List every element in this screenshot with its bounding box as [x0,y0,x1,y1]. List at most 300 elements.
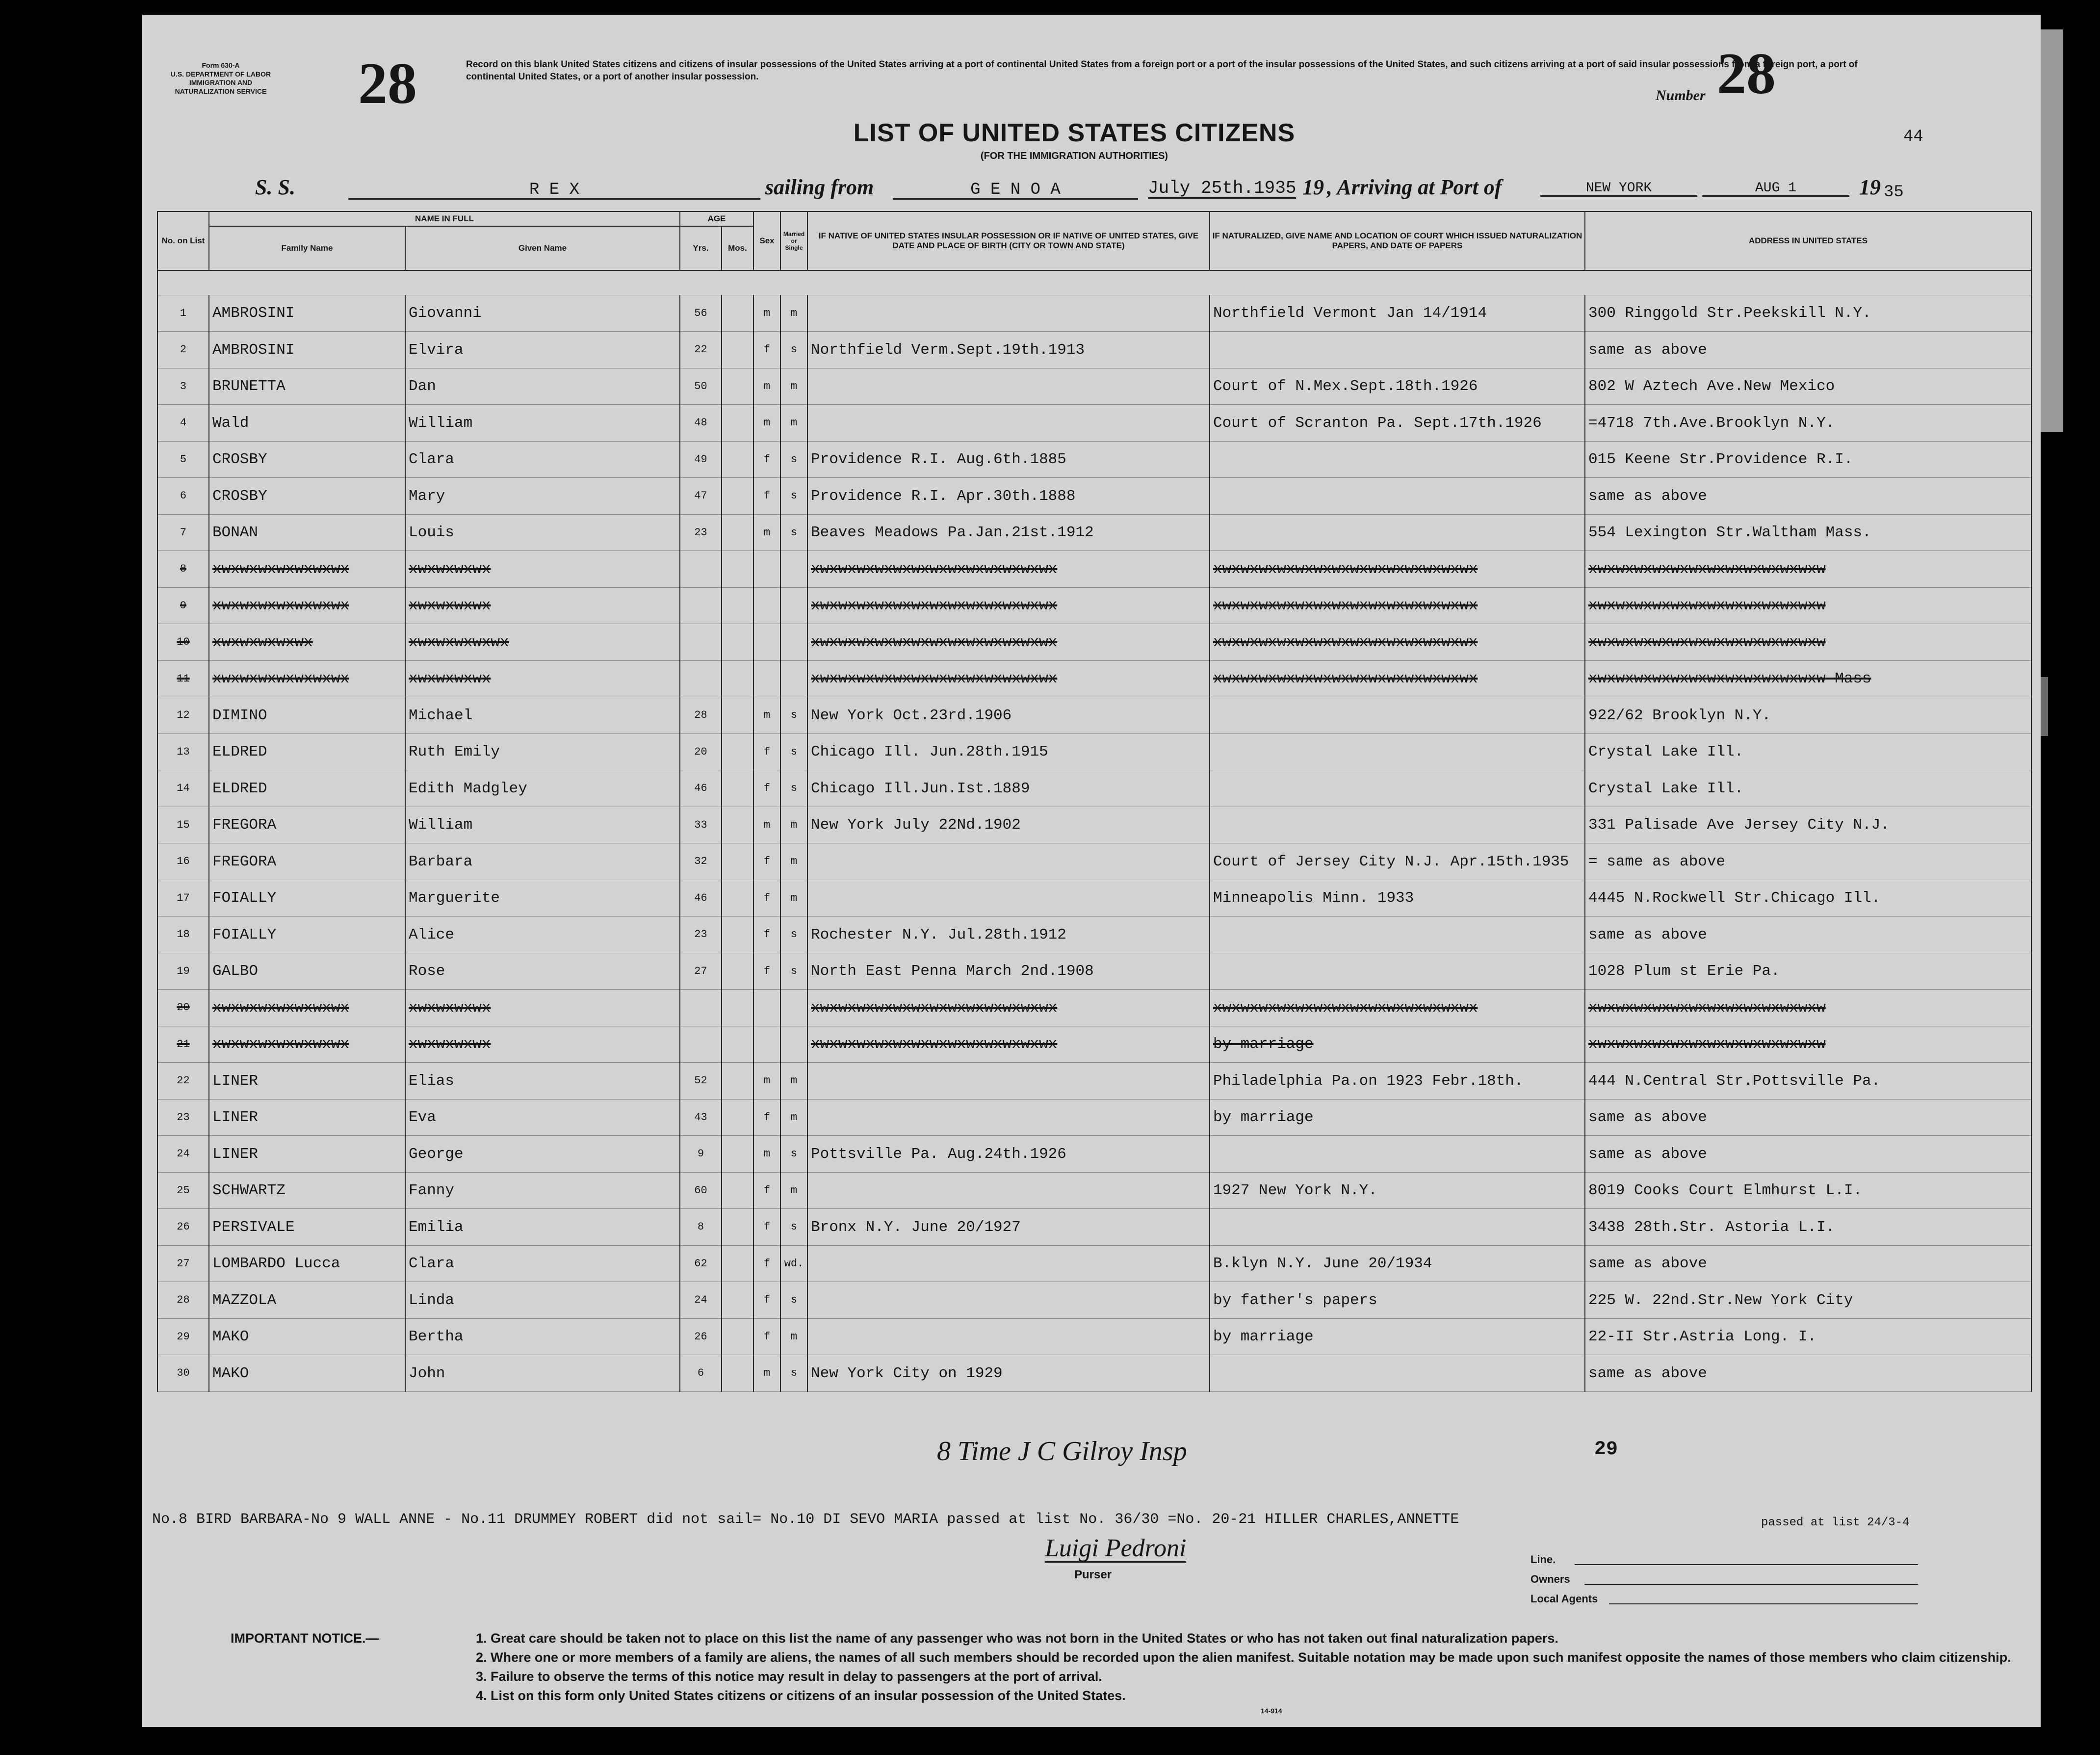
naturalization-info: Court of Scranton Pa. Sept.17th.1926 [1210,405,1585,442]
naturalization-info: Philadelphia Pa.on 1923 Febr.18th. [1210,1063,1585,1100]
purser-signature: Luigi Pedroni [1045,1534,1187,1562]
col-given-name: Given Name [405,226,680,270]
birth-place-date: xwxwxwxwxwxwxwxwxwxwxwxwxwx [807,990,1210,1026]
naturalization-info: B.klyn N.Y. June 20/1934 [1210,1245,1585,1282]
row-number: 12 [157,697,209,734]
sex: m [753,1355,780,1392]
naturalization-info: xwxwxwxwxwxwxwxwxwxwxwxwxwxwx [1210,624,1585,661]
naturalization-info: xwxwxwxwxwxwxwxwxwxwxwxwxwxwx [1210,660,1585,697]
us-address: same as above [1585,1136,2031,1173]
table-row [157,368,2031,405]
table-row [157,917,2031,953]
birth-place-date [807,368,1210,405]
age-years: 46 [680,880,722,917]
us-address: 331 Palisade Ave Jersey City N.J. [1585,807,2031,843]
naturalization-info [1210,1209,1585,1246]
age-months [722,1355,753,1392]
family-name: xwxwxwxwxwx [209,624,405,661]
us-address: xwxwxwxwxwxwxwxwxwxwxwxwxw [1585,587,2031,624]
table-row [157,624,2031,661]
given-name: Alice [405,917,680,953]
table-row [157,295,2031,332]
col-name-in-full: NAME IN FULL [209,211,680,226]
notice-heading: IMPORTANT NOTICE.— [231,1631,379,1646]
age-years: 62 [680,1245,722,1282]
given-name: xwxwxwxwx [405,587,680,624]
arriving-label: , Arriving at Port of [1327,175,1502,199]
age-months [722,551,753,588]
given-name: xwxwxwxwx [405,551,680,588]
marital-status [780,660,807,697]
given-name: Bertha [405,1318,680,1355]
age-years [680,660,722,697]
age-months [722,441,753,478]
age-years: 43 [680,1099,722,1136]
family-name: AMBROSINI [209,295,405,332]
given-name: Clara [405,441,680,478]
birth-place-date: New York Oct.23rd.1906 [807,697,1210,734]
us-address: =4718 7th.Ave.Brooklyn N.Y. [1585,405,2031,442]
form-info-line: U.S. DEPARTMENT OF LABOR [170,70,271,78]
sex: f [753,770,780,807]
family-name: ELDRED [209,770,405,807]
age-months [722,733,753,770]
us-address: same as above [1585,1355,2031,1392]
birth-place-date: North East Penna March 2nd.1908 [807,953,1210,990]
sex: m [753,405,780,442]
marital-status: m [780,1099,807,1136]
us-address: 015 Keene Str.Providence R.I. [1585,441,2031,478]
marital-status: m [780,807,807,843]
marital-status: s [780,1282,807,1319]
family-name: CROSBY [209,441,405,478]
family-name: BRUNETTA [209,368,405,405]
family-name: xwxwxwxwxwxwxwx [209,551,405,588]
given-name: William [405,807,680,843]
birth-place-date [807,1282,1210,1319]
table-row [157,1282,2031,1319]
birth-place-date: New York July 22Nd.1902 [807,807,1210,843]
col-mos: Mos. [722,226,753,270]
marital-status: s [780,770,807,807]
us-address: same as above [1585,1245,2031,1282]
us-address: 8019 Cooks Court Elmhurst L.I. [1585,1172,2031,1209]
marital-status [780,587,807,624]
table-row [157,551,2031,588]
given-name: Barbara [405,843,680,880]
naturalization-info [1210,478,1585,515]
age-years [680,990,722,1026]
age-months [722,368,753,405]
col-naturalized: IF NATURALIZED, GIVE NAME AND LOCATION OF COURT WHICH ISSUED NATURALIZATION PAPERS, AND DATE OF PAPERS [1210,211,1585,270]
naturalization-info: by marriage [1210,1318,1585,1355]
birth-place-date [807,1063,1210,1100]
owners-label: Owners [1530,1573,1570,1585]
us-address: xwxwxwxwxwxwxwxwxwxwxwxwxw [1585,551,2031,588]
form-info-line: NATURALIZATION SERVICE [175,87,267,95]
birth-place-date: Pottsville Pa. Aug.24th.1926 [807,1136,1210,1173]
table-row [157,441,2031,478]
given-name: Edith Madgley [405,770,680,807]
table-row [157,697,2031,734]
us-address: 802 W Aztech Ave.New Mexico [1585,368,2031,405]
marital-status: s [780,1136,807,1173]
us-address: xwxwxwxwxwxwxwxwxwxwxwxwxw [1585,624,2031,661]
marital-status [780,990,807,1026]
row-number: 18 [157,917,209,953]
sex: f [753,1172,780,1209]
row-number: 1 [157,295,209,332]
given-name: Rose [405,953,680,990]
marital-status: s [780,953,807,990]
birth-place-date: Bronx N.Y. June 20/1927 [807,1209,1210,1246]
age-years: 8 [680,1209,722,1246]
given-name: Emilia [405,1209,680,1246]
given-name: Elvira [405,332,680,368]
family-name: LINER [209,1136,405,1173]
given-name: Linda [405,1282,680,1319]
age-months [722,1318,753,1355]
us-address: 1028 Plum st Erie Pa. [1585,953,2031,990]
sex [753,587,780,624]
age-years: 24 [680,1282,722,1319]
list-number-left: 28 [358,51,417,116]
marital-status: s [780,441,807,478]
us-address: xwxwxwxwxwxwxwxwxwxwxwxwxw [1585,1026,2031,1063]
marital-status: m [780,1318,807,1355]
col-address: ADDRESS IN UNITED STATES [1585,211,2031,270]
family-name: xwxwxwxwxwxwxwx [209,660,405,697]
agents-label: Local Agents [1530,1593,1598,1605]
birth-place-date: xwxwxwxwxwxwxwxwxwxwxwxwxwx [807,624,1210,661]
given-name: Fanny [405,1172,680,1209]
table-row [157,990,2031,1026]
col-birth: IF NATIVE OF UNITED STATES INSULAR POSSESSION OR IF NATIVE OF UNITED STATES, GIVE DATE AND PLACE OF BIRTH (CITY OR TOWN AND STATE) [807,211,1210,270]
row-number: 20 [157,990,209,1026]
notice-item: 2. Where one or more members of a family are aliens, the names of all such members should be recorded upon the alien manifest. Suitable notation may be made upon such manifest opposite the names of those members who claim citizenship. [476,1650,2011,1665]
us-address: same as above [1585,917,2031,953]
marital-status: s [780,332,807,368]
row-number: 17 [157,880,209,917]
port-to: NEW YORK [1540,182,1697,197]
table-row [157,770,2031,807]
sex: m [753,368,780,405]
naturalization-info [1210,953,1585,990]
given-name: Dan [405,368,680,405]
row-number: 7 [157,514,209,551]
row-number: 28 [157,1282,209,1319]
age-months [722,478,753,515]
age-months [722,880,753,917]
sex [753,1026,780,1063]
marital-status: m [780,1172,807,1209]
row-number: 26 [157,1209,209,1246]
age-months [722,1209,753,1246]
table-row [157,1209,2031,1246]
table-row [157,843,2031,880]
table-row [157,953,2031,990]
us-address: xwxwxwxwxwxwxwxwxwxwxwxwxw [1585,990,2031,1026]
table-row [157,660,2031,697]
age-months [722,405,753,442]
birth-place-date: Chicago Ill. Jun.28th.1915 [807,733,1210,770]
inspector-signature: 8 Time J C Gilroy Insp [937,1436,1187,1467]
us-address: Crystal Lake Ill. [1585,770,2031,807]
age-years: 48 [680,405,722,442]
given-name: Mary [405,478,680,515]
age-years: 56 [680,295,722,332]
naturalization-info: xwxwxwxwxwxwxwxwxwxwxwxwxwxwx [1210,551,1585,588]
row-number: 9 [157,587,209,624]
notice-item: 4. List on this form only United States citizens or citizens of an insular possession of the United States. [476,1688,1126,1703]
naturalization-info: xwxwxwxwxwxwxwxwxwxwxwxwxwxwx [1210,587,1585,624]
sailing-label: sailing from [765,175,874,199]
sex: m [753,295,780,332]
family-name: MAZZOLA [209,1282,405,1319]
purser-label: Purser [1074,1568,1112,1581]
age-years: 22 [680,332,722,368]
row-number: 21 [157,1026,209,1063]
naturalization-info [1210,807,1585,843]
family-name: xwxwxwxwxwxwxwx [209,990,405,1026]
us-address: 22-II Str.Astria Long. I. [1585,1318,2031,1355]
marital-status: s [780,1209,807,1246]
birth-place-date [807,405,1210,442]
age-months [722,1026,753,1063]
birth-place-date [807,1099,1210,1136]
form-info-line: Form 630-A [202,61,240,69]
row-number: 4 [157,405,209,442]
table-row [157,405,2031,442]
sex: f [753,1209,780,1246]
us-address: same as above [1585,478,2031,515]
row-number: 10 [157,624,209,661]
family-name: AMBROSINI [209,332,405,368]
row-number: 3 [157,368,209,405]
row-number: 30 [157,1355,209,1392]
col-family-name: Family Name [209,226,405,270]
age-years [680,1026,722,1063]
us-address: 300 Ringgold Str.Peekskill N.Y. [1585,295,2031,332]
sex: m [753,1063,780,1100]
family-name: FREGORA [209,807,405,843]
ss-label: S. S. [255,175,295,199]
table-row [157,514,2031,551]
age-years: 9 [680,1136,722,1173]
birth-place-date: Beaves Meadows Pa.Jan.21st.1912 [807,514,1210,551]
form-code: 14-914 [1261,1707,1282,1715]
row-number: 15 [157,807,209,843]
given-name: xwxwxwxwxwx [405,624,680,661]
age-years: 28 [680,697,722,734]
us-address: 225 W. 22nd.Str.New York City [1585,1282,2031,1319]
marital-status: m [780,1063,807,1100]
family-name: ELDRED [209,733,405,770]
age-years: 33 [680,807,722,843]
given-name: Marguerite [405,880,680,917]
header-spacer [157,270,2031,295]
naturalization-info [1210,1136,1585,1173]
row-number: 2 [157,332,209,368]
age-years: 26 [680,1318,722,1355]
naturalization-info: by father's papers [1210,1282,1585,1319]
sex: f [753,441,780,478]
passenger-rows [157,295,2031,1391]
us-address: 922/62 Brooklyn N.Y. [1585,697,2031,734]
remark-line: No.8 BIRD BARBARA-No 9 WALL ANNE - No.11 DRUMMEY ROBERT did not sail= No.10 DI SEVO MARIA passed at list No. 36/30 =No. 20-21 HILLER CHARLES,ANNETTE [152,1511,1459,1528]
age-years [680,624,722,661]
page-title: LIST OF UNITED STATES CITIZENS [853,119,1296,147]
age-years: 6 [680,1355,722,1392]
family-name: DIMINO [209,697,405,734]
arrival-date: AUG 1 [1702,182,1849,197]
table-row [157,880,2031,917]
age-months [722,624,753,661]
family-name: FREGORA [209,843,405,880]
naturalization-info: by marriage [1210,1099,1585,1136]
record-instructions: Record on this blank United States citizens and citizens of insular possessions of the United States arriving at a port of continental United States from a foreign port or a port of the insular possessions of the United States, and such citizens arriving at a port of said insular possessions from a foreign port, a port of continental United States, or a port of another insular possession. [466,59,1858,82]
us-address: = same as above [1585,843,2031,880]
naturalization-info [1210,332,1585,368]
birth-place-date: Providence R.I. Apr.30th.1888 [807,478,1210,515]
family-name: FOIALLY [209,880,405,917]
family-name: Wald [209,405,405,442]
page-subtitle: (FOR THE IMMIGRATION AUTHORITIES) [980,151,1168,161]
naturalization-info [1210,441,1585,478]
table-row [157,332,2031,368]
marital-status: m [780,368,807,405]
age-months [722,1282,753,1319]
col-sex: Sex [753,211,780,270]
family-name: LINER [209,1063,405,1100]
agents-field [1609,1603,1918,1604]
age-months [722,917,753,953]
us-address: xwxwxwxwxwxwxwxwxwxwxwxwxw Mass [1585,660,2031,697]
age-months [722,1245,753,1282]
given-name: Elias [405,1063,680,1100]
family-name: CROSBY [209,478,405,515]
naturalization-info [1210,733,1585,770]
row-number: 23 [157,1099,209,1136]
us-address: 3438 28th.Str. Astoria L.I. [1585,1209,2031,1246]
marital-status [780,624,807,661]
sex: f [753,917,780,953]
table-row [157,1172,2031,1209]
birth-place-date: Chicago Ill.Jun.Ist.1889 [807,770,1210,807]
sex: m [753,514,780,551]
given-name: xwxwxwxwx [405,1026,680,1063]
arrival-year: 35 [1884,183,1904,202]
row-number: 5 [157,441,209,478]
given-name: xwxwxwxwx [405,660,680,697]
table-row [157,1355,2031,1392]
us-address: same as above [1585,332,2031,368]
given-name: Ruth Emily [405,733,680,770]
sex: f [753,880,780,917]
age-years: 52 [680,1063,722,1100]
age-months [722,1063,753,1100]
departure-date: July 25th.1935 [1148,178,1296,198]
ship-name: R E X [348,182,760,200]
naturalization-info: Court of Jersey City N.J. Apr.15th.1935 [1210,843,1585,880]
age-months [722,514,753,551]
birth-place-date: xwxwxwxwxwxwxwxwxwxwxwxwxwx [807,660,1210,697]
sex: f [753,1099,780,1136]
family-name: MAKO [209,1318,405,1355]
birth-place-date [807,1318,1210,1355]
us-address: same as above [1585,1099,2031,1136]
birth-place-date: xwxwxwxwxwxwxwxwxwxwxwxwxwx [807,1026,1210,1063]
manifest-sheet [142,15,2041,1727]
row-number: 8 [157,551,209,588]
age-years: 60 [680,1172,722,1209]
naturalization-info: Northfield Vermont Jan 14/1914 [1210,295,1585,332]
row-number: 14 [157,770,209,807]
family-name: PERSIVALE [209,1209,405,1246]
family-name: FOIALLY [209,917,405,953]
sex [753,551,780,588]
age-years [680,551,722,588]
sex: f [753,1282,780,1319]
marital-status: s [780,478,807,515]
family-name: xwxwxwxwxwxwxwx [209,1026,405,1063]
age-years: 23 [680,917,722,953]
year-label: 19 [1302,175,1324,199]
family-name: BONAN [209,514,405,551]
table-row [157,1136,2031,1173]
naturalization-info [1210,514,1585,551]
age-months [722,990,753,1026]
table-row [157,1026,2031,1063]
age-years: 32 [680,843,722,880]
row-number: 11 [157,660,209,697]
sex: f [753,1245,780,1282]
sex: f [753,1318,780,1355]
sex: f [753,332,780,368]
birth-place-date [807,1245,1210,1282]
age-years: 49 [680,441,722,478]
age-months [722,295,753,332]
naturalization-info: by marriage [1210,1026,1585,1063]
sex: f [753,733,780,770]
owners-field [1584,1584,1918,1585]
family-name: xwxwxwxwxwxwxwx [209,587,405,624]
row-number: 13 [157,733,209,770]
given-name: John [405,1355,680,1392]
age-months [722,1136,753,1173]
birth-place-date: Rochester N.Y. Jul.28th.1912 [807,917,1210,953]
marital-status: m [780,880,807,917]
row-number: 6 [157,478,209,515]
notice-item: 1. Great care should be taken not to place on this list the name of any passenger who was not born in the United States or who has not taken out final naturalization papers. [476,1631,1558,1646]
row-number: 25 [157,1172,209,1209]
us-address: 4445 N.Rockwell Str.Chicago Ill. [1585,880,2031,917]
given-name: xwxwxwxwx [405,990,680,1026]
line-field [1575,1564,1918,1565]
naturalization-info: xwxwxwxwxwxwxwxwxwxwxwxwxwxwx [1210,990,1585,1026]
line-label: Line. [1530,1553,1556,1566]
sex: m [753,697,780,734]
birth-place-date [807,295,1210,332]
age-years: 50 [680,368,722,405]
row-number: 27 [157,1245,209,1282]
birth-place-date: xwxwxwxwxwxwxwxwxwxwxwxwxwx [807,551,1210,588]
number-label: Number [1656,87,1706,104]
table-row [157,1318,2031,1355]
birth-place-date: xwxwxwxwxwxwxwxwxwxwxwxwxwx [807,587,1210,624]
age-months [722,953,753,990]
naturalization-info: Court of N.Mex.Sept.18th.1926 [1210,368,1585,405]
